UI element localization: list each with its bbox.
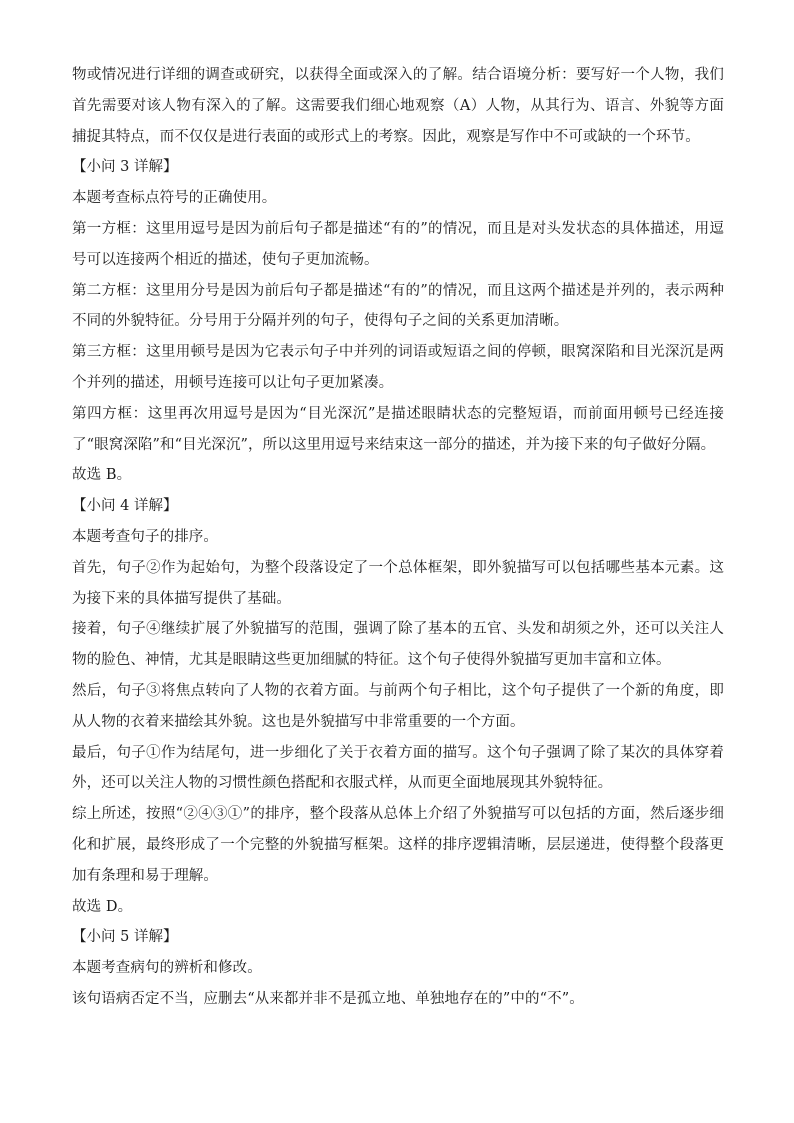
paragraph-q5-intro: 本题考查病句的辨析和修改。 bbox=[72, 960, 262, 977]
paragraph-order-next: 接着，句子④继续扩展了外貌描写的范围，强调了除了基本的五官、头发和胡须之外，还可以关注人物的脸色、神情，尤其是眼睛这些更加细腻的特征。这个句子使得外貌描写更加丰富和立体。 bbox=[72, 621, 724, 669]
paragraph-box-4: 第四方框：这里再次用逗号是因为“目光深沉”是描述眼睛状态的完整短语，而前面用顿号已经连接了“眼窝深陷”和“目光深沉”，所以这里用逗号来结束这一部分的描述，并为接下来的句子做好分隔。 bbox=[72, 405, 724, 453]
paragraph-box-3: 第三方框：这里用顿号是因为它表示句子中并列的词语或短语之间的停顿，眼窝深陷和目光深沉是两个并列的描述，用顿号连接可以让句子更加紧凑。 bbox=[72, 344, 724, 391]
paragraph-order-first: 首先，句子②作为起始句，为整个段落设定了一个总体框架，即外貌描写可以包括哪些基本元素。这为接下来的具体描写提供了基础。 bbox=[72, 559, 724, 607]
answer-q4: 故选 D。 bbox=[72, 898, 133, 915]
paragraph-q4-intro: 本题考查句子的排序。 bbox=[72, 528, 218, 545]
paragraph-order-last: 最后，句子①作为结尾句，进一步细化了关于衣着方面的描写。这个句子强调了除了某次的具体穿着外，还可以关注人物的习惯性颜色搭配和衣服式样，从而更全面地展现其外貌特征。 bbox=[72, 744, 724, 792]
paragraph-q5-correction: 该句语病否定不当，应删去“从来都并非不是孤立地、单独地存在的”中的“不”。 bbox=[72, 990, 584, 1007]
section-heading-q4: 【小问 4 详解】 bbox=[72, 498, 178, 515]
section-heading-q3: 【小问 3 详解】 bbox=[72, 159, 178, 176]
paragraph-box-2: 第二方框：这里用分号是因为前后句子都是描述“有的”的情况，而且这两个描述是并列的，表示两种不同的外貌特征。分号用于分隔并列的句子，使得句子之间的关系更加清晰。 bbox=[72, 282, 724, 330]
section-heading-q5: 【小问 5 详解】 bbox=[72, 929, 178, 946]
answer-q3: 故选 B。 bbox=[72, 467, 132, 484]
paragraph-observation-analysis: 物或情况进行详细的调查或研究，以获得全面或深入的了解。结合语境分析：要写好一个人物，我们首先需要对该人物有深入的了解。这需要我们细心地观察（A）人物，从其行为、语言、外貌等方面捕捉其特点，而不仅仅是进行表面的或形式上的考察。因此，观察是写作中不可或缺的一个环节。 bbox=[72, 67, 724, 145]
document-page bbox=[72, 60, 724, 1015]
paragraph-box-1: 第一方框：这里用逗号是因为前后句子都是描述“有的”的情况，而且是对头发状态的具体描述，用逗号可以连接两个相近的描述，使句子更加流畅。 bbox=[72, 220, 724, 268]
paragraph-order-summary: 综上所述，按照“②④③①”的排序，整个段落从总体上介绍了外貌描写可以包括的方面，然后逐步细化和扩展，最终形成了一个完整的外貌描写框架。这样的排序逻辑清晰，层层递进，使得整个段落更加有条理和易于理解。 bbox=[72, 806, 724, 884]
paragraph-order-then: 然后，句子③将焦点转向了人物的衣着方面。与前两个句子相比，这个句子提供了一个新的角度，即从人物的衣着来描绘其外貌。这也是外貌描写中非常重要的一个方面。 bbox=[72, 682, 724, 730]
paragraph-q3-intro: 本题考查标点符号的正确使用。 bbox=[72, 190, 277, 207]
